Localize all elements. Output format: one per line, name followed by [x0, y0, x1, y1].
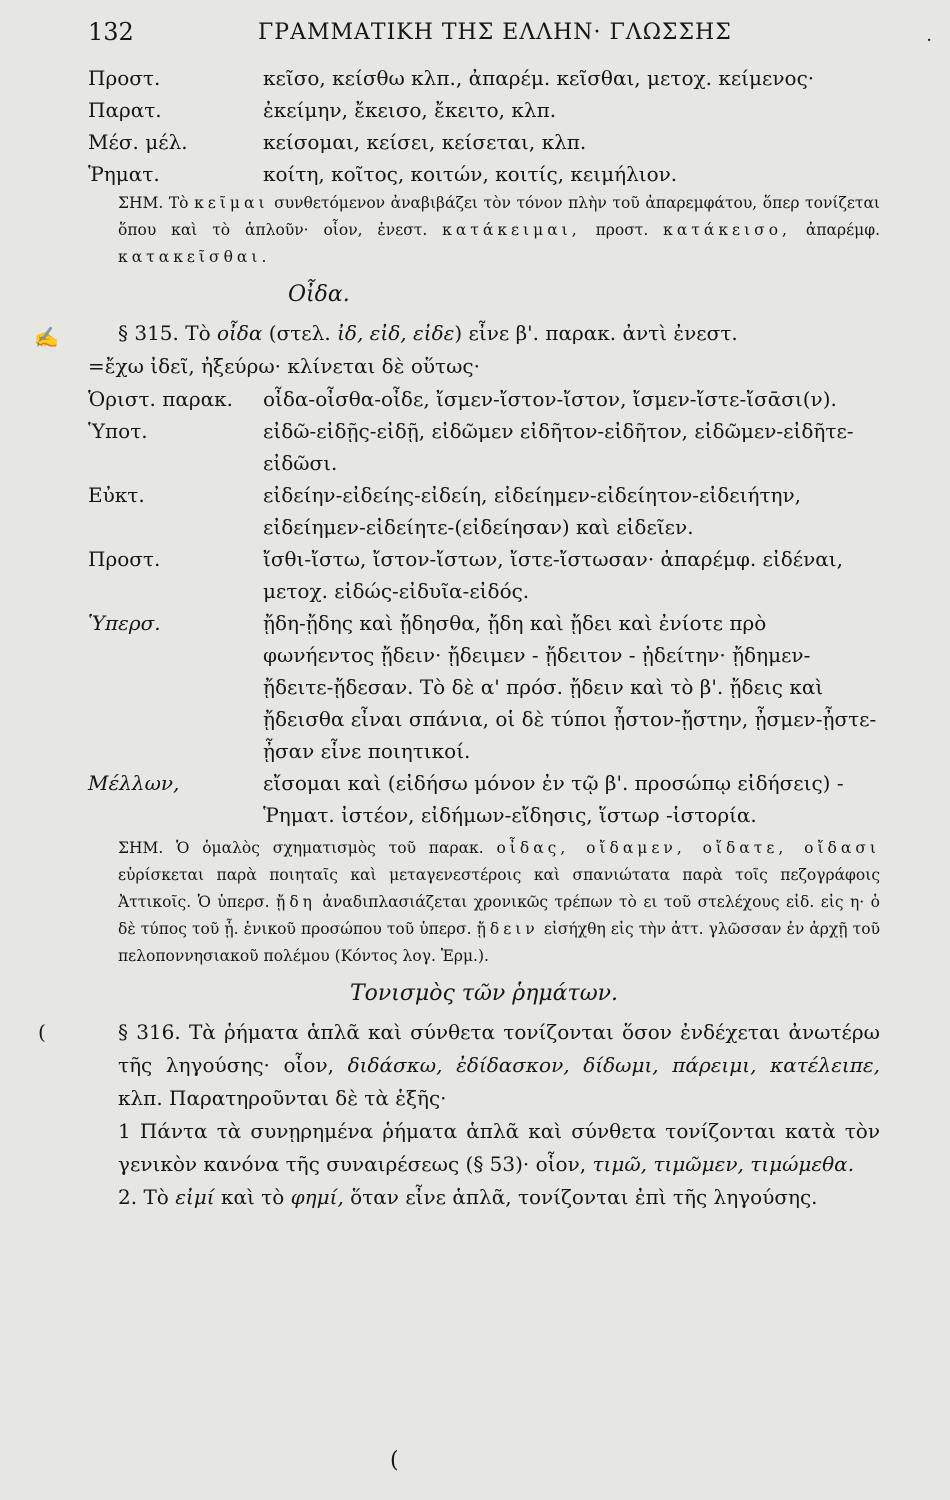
verb-forms: κοίτη, κοῖτος, κοιτών, κοιτίς, κειμήλιον.	[263, 162, 678, 186]
paragraph-315: ✍ § 315. Τὸ οἶδα (στελ. ἰδ, εἰδ, εἰδε) εἶνε β'. παρακ. ἀντὶ ἐνεστ. =ἔχω ἰδεῖ, ἠξεύρω· κλίνεται δὲ οὕτως·	[34, 321, 738, 378]
oida-conjugation-table	[88, 383, 880, 831]
table-row	[88, 543, 880, 607]
verb-forms: ἐκείμην, ἔκεισο, ἔκειτο, κλπ.	[263, 98, 557, 122]
note-keimai: ΣΗΜ. Τὸ κεῖμαι συνθετόμενον ἀναβιβάζει τὸν τόνον πλὴν τοῦ ἀπαρεμφάτου, ὅπερ τονίζεται ὅπου καὶ τὸ ἁπλοῦν· οἷον, ἐνεστ. κατάκειμαι, προστ. κατάκεισο, ἀπαρέμφ. κατακεῖσθαι.	[118, 194, 880, 266]
mood-label: Ῥηματ.	[88, 162, 160, 186]
table-row	[88, 415, 880, 479]
page-body	[34, 62, 881, 1214]
verb-forms: κείσομαι, κείσει, κείσεται, κλπ.	[263, 130, 587, 154]
mood-label: Ὁριστ. παρακ.	[88, 387, 233, 411]
page-number: 132	[88, 18, 134, 46]
mood-label: Ὑποτ.	[88, 419, 148, 443]
page-header	[88, 18, 932, 58]
table-row	[88, 126, 880, 158]
mood-label: Μέλλων,	[88, 771, 180, 795]
verb-forms: εἰδείην-εἰδείης-εἰδείη, εἰδείημεν-εἰδείητον-εἰδειήτην, εἰδείημεν-εἰδείητε-(εἰδείησαν) καὶ εἰδεῖεν.	[263, 483, 802, 539]
verb-forms: οἶδα-οἶσθα-οἶδε, ἴσμεν-ἴστον-ἴστον, ἴσμεν-ἴστε-ἴσᾱσι(ν).	[263, 387, 837, 411]
verb-forms: κεῖσο, κείσθω κλπ., ἀπαρέμ. κεῖσθαι, μετοχ. κείμενος·	[263, 66, 815, 90]
rule-1: 1 Πάντα τὰ συνῃρημένα ῥήματα ἁπλᾶ καὶ σύνθετα τονίζονται κατὰ τὸν γενικὸν κανόνα τῆς συναιρέσεως (§ 53)· οἷον, τιμῶ, τιμῶμεν, τιμώμεθα.	[118, 1119, 880, 1176]
rule-2: 2. Τὸ εἰμί καὶ τὸ φημί, ὅταν εἶνε ἁπλᾶ, τονίζονται ἐπὶ τῆς ληγούσης.	[118, 1185, 818, 1209]
corner-mark: ·	[926, 30, 932, 51]
verb-forms: ἴσθι-ἴστω, ἴστον-ἴστων, ἴστε-ἴστωσαν· ἀπαρέμφ. εἰδέναι, μετοχ. εἰδώς-εἰδυῖα-εἰδός.	[263, 547, 844, 603]
keimai-conjugation-table	[88, 62, 880, 190]
section-heading-tonismos: Τονισμὸς τῶν ῥημάτων.	[349, 981, 619, 1006]
verb-forms: ᾔδη-ᾔδης καὶ ᾔδησθα, ᾔδη καὶ ᾔδει καὶ ἐνίοτε πρὸ φωνήεντος ᾔδειν· ᾔδειμεν - ᾔδειτον - ᾐδείτην· ᾔδημεν-ᾔδειτε-ᾔδεσαν. Τὸ δὲ α' πρόσ. ᾔδειν καὶ τὸ β'. ᾔδεις καὶ ᾔδεισθα εἶναι σπάνια, οἱ δὲ τύποι ᾖστον-ᾔστην, ᾖσμεν-ᾖστε-ᾖσαν εἶνε ποιητικοί.	[263, 611, 877, 763]
table-row	[88, 62, 880, 94]
mood-label: Παρατ.	[88, 98, 162, 122]
mood-label: Προστ.	[88, 66, 161, 90]
table-row	[88, 383, 880, 415]
paragraph-316: ( § 316. Τὰ ῥήματα ἁπλᾶ καὶ σύνθετα τονίζονται ὅσον ἐνδέχεται ἀνωτέρω τῆς ληγούσης· οἷον, διδάσκω, ἐδίδασκον, δίδωμι, πάρειμι, κατέλειπε, κλπ. Παρατηροῦνται δὲ τὰ ἑξῆς·	[88, 1016, 880, 1115]
table-row	[88, 767, 880, 831]
footer-mark: (	[390, 1448, 399, 1473]
mood-label: Προστ.	[88, 547, 161, 571]
verb-forms: εἴσομαι καὶ (εἰδήσω μόνον ἐν τῷ β'. προσώπῳ εἰδήσεις) - Ῥηματ. ἰστέον, εἰδήμων-εἴδησις, ἵστωρ -ἱστορία.	[263, 771, 844, 827]
mood-label: Εὐκτ.	[88, 483, 145, 507]
table-row	[88, 479, 880, 543]
mood-label: Μέσ. μέλ.	[88, 130, 188, 154]
note-oida: ΣΗΜ. Ὁ ὁμαλὸς σχηματισμὸς τοῦ παρακ. οἶδας, οἴδαμεν, οἴδατε, οἴδασι εὑρίσκεται παρὰ ποιηταῖς καὶ μεταγενεστέροις καὶ σπανιώτατα παρὰ τοῖς πεζογράφοις Ἀττικοῖς. Ὁ ὑπερσ. ᾔδη ἀναδιπλασιάζεται χρονικῶς τρέπων τὸ ει τοῦ στελέχους εἰδ. εἰς η· ὁ δὲ τύπος τοῦ ᾖ. ἑνικοῦ προσώπου τοῦ ὑπερσ. ᾔδειν εἰσήχθη εἰς τὴν ἀττ. γλῶσσαν ἐν ἀρχῇ τοῦ πελοποννησιακοῦ πολέμου (Κόντος λογ. Ἑρμ.).	[118, 839, 880, 965]
hand-pointer-icon: ✍	[34, 325, 59, 349]
mood-label: Ὑπερσ.	[88, 611, 161, 635]
table-row	[88, 94, 880, 126]
margin-bracket: (	[38, 1020, 46, 1044]
table-row	[88, 158, 880, 190]
verb-forms: εἰδῶ-εἰδῇς-εἰδῇ, εἰδῶμεν εἰδῆτον-εἰδῆτον, εἰδῶμεν-εἰδῆτε-εἰδῶσι.	[263, 419, 854, 475]
section-heading-oida: Οἶδα.	[288, 282, 350, 307]
table-row	[88, 607, 880, 767]
running-title: ΓΡΑΜΜΑΤΙΚΗ ΤΗΣ ΕΛΛΗΝ· ΓΛΩΣΣΗΣ	[258, 20, 732, 45]
